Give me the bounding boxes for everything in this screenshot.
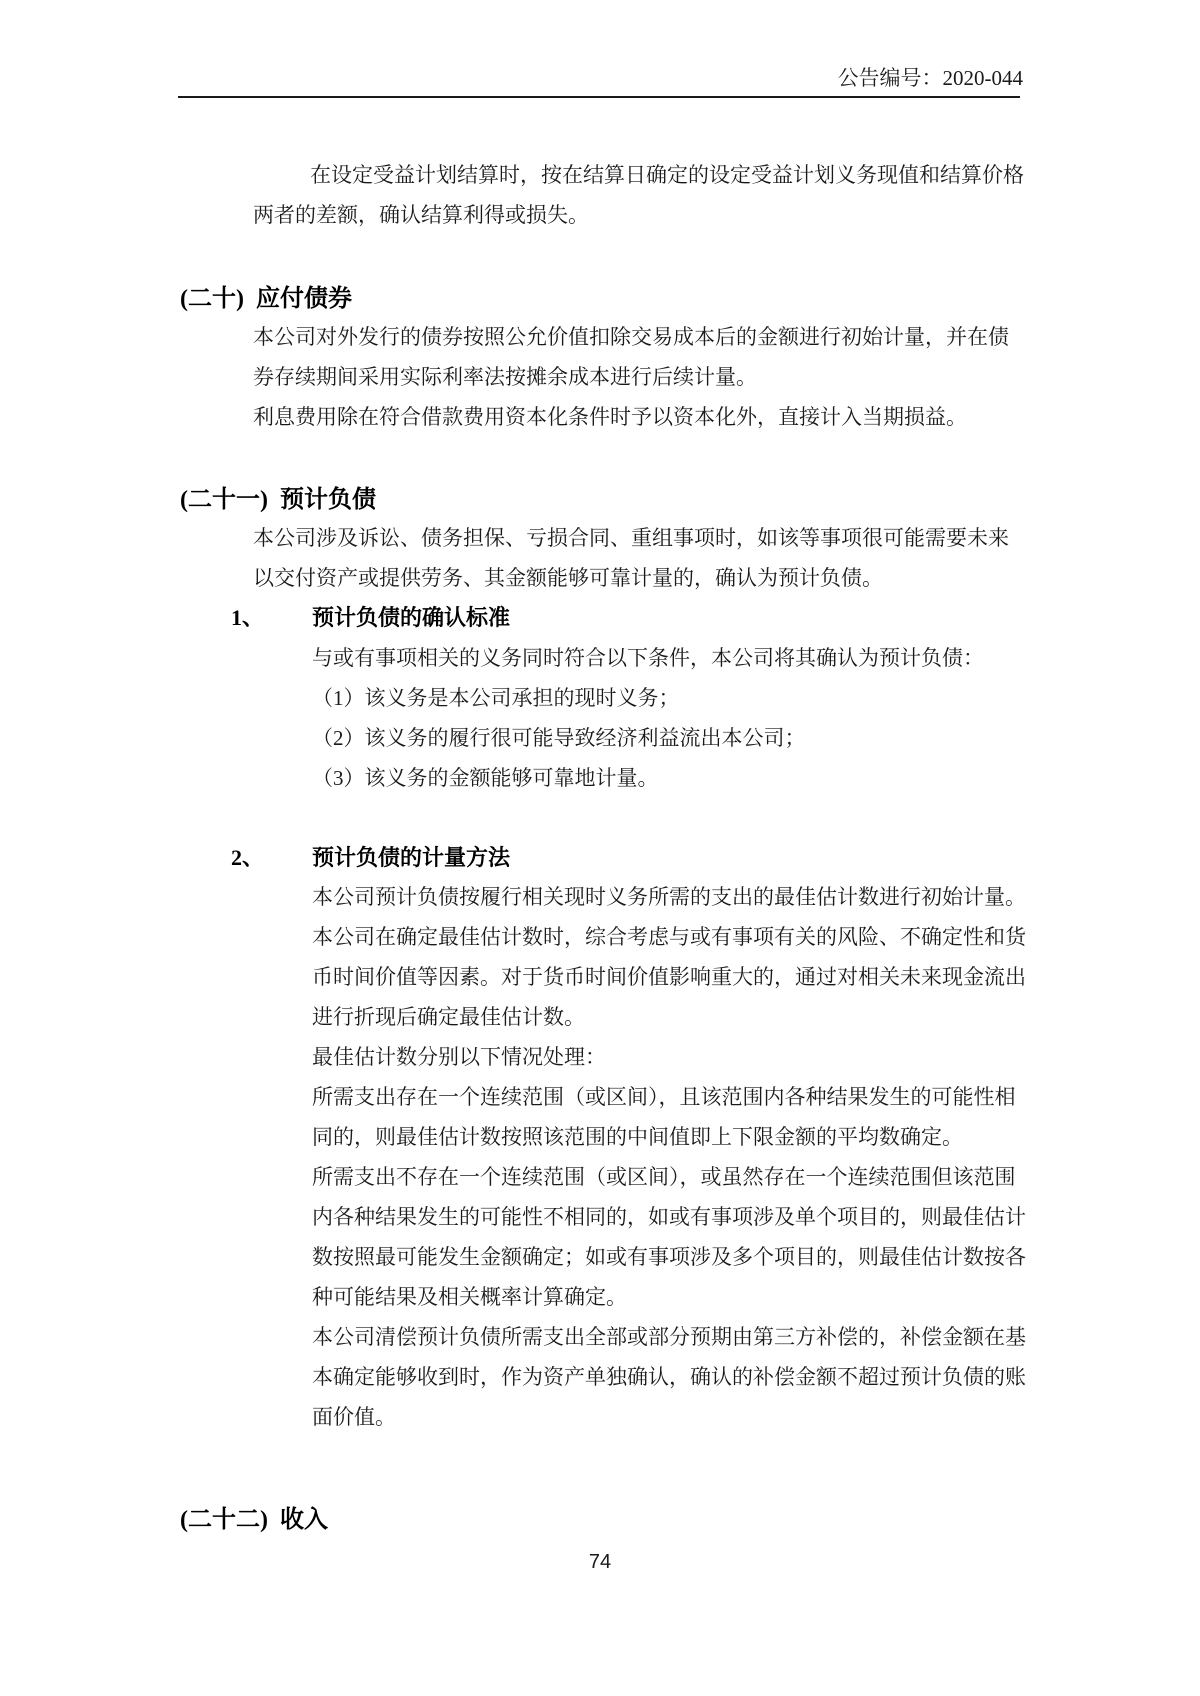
section-label: (二十一) — [180, 487, 268, 513]
section-label: (二十) — [180, 286, 244, 312]
subsection-2-body — [312, 877, 1026, 1437]
text-line: 在设定受益计划结算时，按在结算日确定的设定受益计划义务现值和结算价格 — [310, 163, 1024, 187]
list-item: （3）该义务的金额能够可靠地计量。 — [312, 766, 659, 790]
text-line: 与或有事项相关的义务同时符合以下条件，本公司将其确认为预计负债： — [312, 646, 984, 670]
text-line: 本公司清偿预计负债所需支出全部或部分预期由第三方补偿的，补偿金额在基 — [312, 1325, 1026, 1349]
text-line: 本公司预计负债按履行相关现时义务所需的支出的最佳估计数进行初始计量。 — [312, 885, 1026, 909]
subsection-1-intro — [312, 638, 984, 678]
section-label: (二十二) — [180, 1507, 268, 1533]
text-line: 面价值。 — [312, 1405, 396, 1429]
text-line: 种可能结果及相关概率计算确定。 — [312, 1285, 627, 1309]
text-line: 本公司涉及诉讼、债务担保、亏损合同、重组事项时，如该等事项很可能需要未来 — [253, 526, 1009, 550]
text-line: 所需支出存在一个连续范围（或区间），且该范围内各种结果发生的可能性相 — [312, 1085, 1016, 1109]
section-21-intro — [253, 518, 1009, 598]
list-item: （2）该义务的履行很可能导致经济利益流出本公司； — [312, 726, 806, 750]
text-line: 同的，则最佳估计数按照该范围的中间值即上下限金额的平均数确定。 — [312, 1125, 963, 1149]
text-line: 两者的差额，确认结算利得或损失。 — [253, 203, 589, 227]
subsection-title: 预计负债的确认标准 — [312, 605, 511, 630]
text-line: 内各种结果发生的可能性不相同的，如或有事项涉及单个项目的，则最佳估计 — [312, 1205, 1026, 1229]
subsection-heading-2 — [231, 838, 510, 878]
text-line: 券存续期间采用实际利率法按摊余成本进行后续计量。 — [253, 365, 757, 389]
text-line: 所需支出不存在一个连续范围（或区间），或虽然存在一个连续范围但该范围 — [312, 1165, 1016, 1189]
text-line: 进行折现后确定最佳估计数。 — [312, 1005, 585, 1029]
text-line: 以交付资产或提供劳务、其金额能够可靠计量的，确认为预计负债。 — [253, 566, 883, 590]
paragraph-settlement — [253, 155, 1024, 235]
subsection-number: 1、 — [231, 605, 265, 630]
subsection-number: 2、 — [231, 845, 265, 870]
section-heading-21 — [180, 480, 376, 520]
text-line: 本公司在确定最佳估计数时，综合考虑与或有事项有关的风险、不确定性和货 — [312, 925, 1026, 949]
page-number: 74 — [588, 1551, 612, 1573]
section-title: 预计负债 — [279, 487, 376, 513]
section-title: 应付债券 — [255, 286, 352, 312]
section-20-body — [253, 317, 1009, 437]
section-heading-22 — [180, 1500, 328, 1540]
text-line: 利息费用除在符合借款费用资本化条件时予以资本化外，直接计入当期损益。 — [253, 405, 967, 429]
header-rule — [178, 96, 1020, 98]
text-line: 本确定能够收到时，作为资产单独确认，确认的补偿金额不超过预计负债的账 — [312, 1365, 1026, 1389]
subsection-title: 预计负债的计量方法 — [312, 845, 511, 870]
subsection-1-items — [312, 678, 806, 798]
section-title: 收入 — [279, 1507, 328, 1533]
subsection-heading-1 — [231, 598, 510, 638]
text-line: 本公司对外发行的债券按照公允价值扣除交易成本后的金额进行初始计量，并在债 — [253, 325, 1009, 349]
text-line: 数按照最可能发生金额确定；如或有事项涉及多个项目的，则最佳估计数按各 — [312, 1245, 1026, 1269]
announcement-number: 公告编号：2020-044 — [837, 66, 1023, 90]
section-heading-20 — [180, 279, 352, 319]
text-line: 最佳估计数分别以下情况处理： — [312, 1045, 606, 1069]
text-line: 币时间价值等因素。对于货币时间价值影响重大的，通过对相关未来现金流出 — [312, 965, 1026, 989]
list-item: （1）该义务是本公司承担的现时义务； — [312, 686, 680, 710]
